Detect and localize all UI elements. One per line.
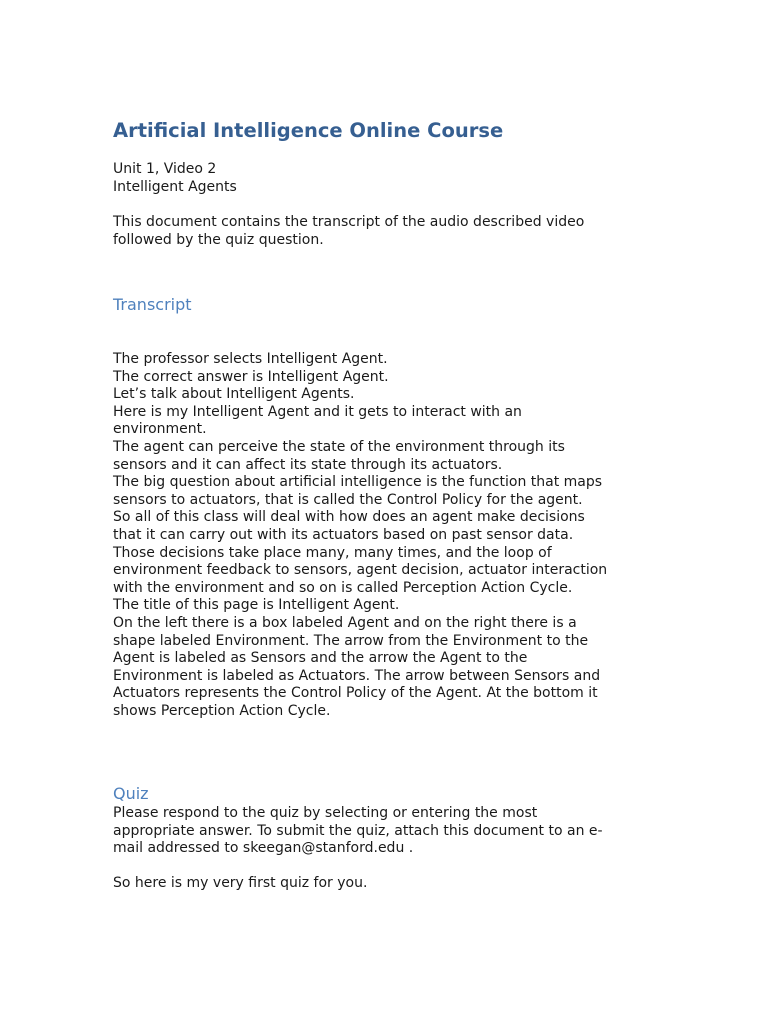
quiz-followup xyxy=(113,875,367,893)
transcript-line: Environment is labeled as Actuators. The arrow between Sensors and xyxy=(113,667,601,684)
transcript-line: Those decisions take place many, many times, and the loop of xyxy=(113,544,552,561)
quiz-line: Please respond to the quiz by selecting or entering the most xyxy=(113,805,538,821)
intro-line: This document contains the transcript of the audio described video xyxy=(113,214,585,230)
transcript-line: Agent is labeled as Sensors and the arrow the Agent to the xyxy=(113,650,528,667)
transcript-line: sensors to actuators, that is called the Control Policy for the agent. xyxy=(113,491,583,508)
transcript-line: The agent can perceive the state of the environment through its xyxy=(113,438,565,455)
transcript-line: sensors and it can affect its state through its actuators. xyxy=(113,456,503,473)
unit-label: Unit 1, Video 2 xyxy=(113,161,217,177)
transcript-line: that it can carry out with its actuators based on past sensor data. xyxy=(113,526,574,543)
transcript-body xyxy=(113,351,607,720)
transcript-line: with the environment and so on is called Perception Action Cycle. xyxy=(113,579,573,596)
transcript-line: Actuators represents the Control Policy of the Agent. At the bottom it xyxy=(113,685,598,702)
intro-paragraph xyxy=(113,214,584,249)
transcript-line: The professor selects Intelligent Agent. xyxy=(113,351,388,367)
quiz-line: appropriate answer. To submit the quiz, attach this document to an e- xyxy=(113,822,603,839)
quiz-instructions xyxy=(113,805,603,858)
transcript-line: The correct answer is Intelligent Agent. xyxy=(113,368,389,385)
transcript-line: The title of this page is Intelligent Agent. xyxy=(113,597,400,614)
transcript-line: Here is my Intelligent Agent and it gets to interact with an xyxy=(113,403,522,420)
intro-line: followed by the quiz question. xyxy=(113,231,324,248)
transcript-line: shape labeled Environment. The arrow from the Environment to the xyxy=(113,632,589,649)
transcript-line: So all of this class will deal with how does an agent make decisions xyxy=(113,509,585,526)
transcript-line: environment feedback to sensors, agent decision, actuator interaction xyxy=(113,562,608,579)
transcript-heading: Transcript xyxy=(113,295,192,314)
transcript-line: Let’s talk about Intelligent Agents. xyxy=(113,386,355,403)
transcript-line: On the left there is a box labeled Agent and on the right there is a xyxy=(113,614,577,631)
transcript-line: The big question about artificial intelligence is the function that maps xyxy=(113,474,603,491)
document-meta xyxy=(113,161,237,196)
quiz-followup-line: So here is my very first quiz for you. xyxy=(113,875,368,891)
topic-label: Intelligent Agents xyxy=(113,178,237,195)
quiz-heading: Quiz xyxy=(113,784,149,803)
transcript-line: shows Perception Action Cycle. xyxy=(113,702,331,719)
transcript-line: environment. xyxy=(113,421,207,438)
document-title: Artificial Intelligence Online Course xyxy=(113,119,504,142)
quiz-line: mail addressed to skeegan@stanford.edu . xyxy=(113,840,414,857)
